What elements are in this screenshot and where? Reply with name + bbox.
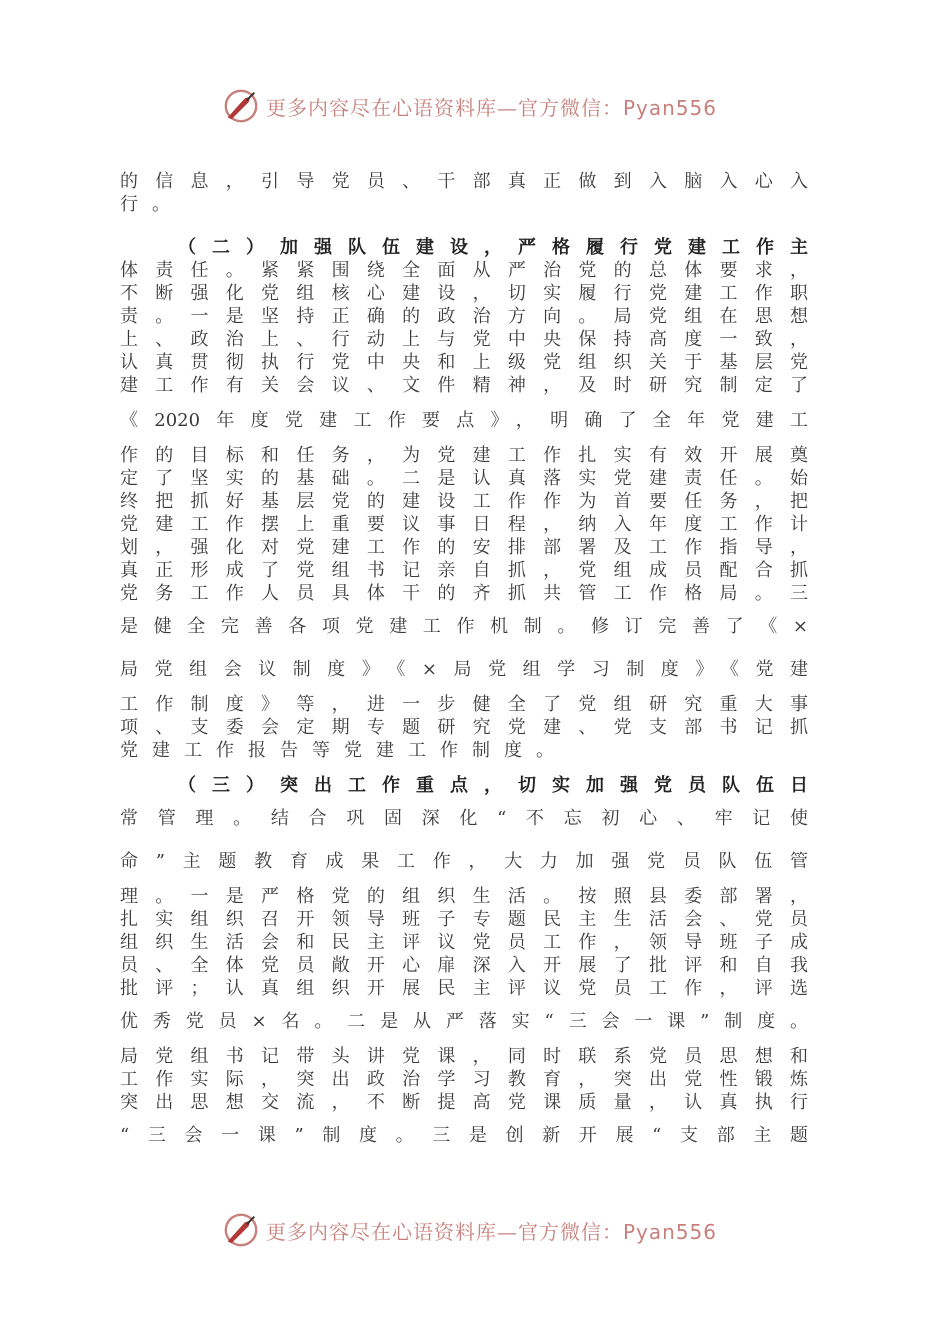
text-line: 批评；认真组织开展民主评议党员工作，评选 (120, 978, 808, 999)
text-line: 常管理。结合巩固深化“不忘初心、牢记使 (120, 808, 808, 829)
text-line: 局党组会议制度》《×局党组学习制度》《党建 (120, 659, 808, 680)
footer-banner (222, 1210, 742, 1250)
section-heading: （三）突出工作重点，切实加强党员队伍日 (178, 775, 808, 796)
text-line: 命”主题教育成果工作，大力加强党员队伍管 (120, 851, 808, 872)
text-line: 突出思想交流，不断提高党课质量，认真执行 (120, 1092, 808, 1113)
text-line: 党建工作摆上重要议事日程，纳入年度工作计 (120, 514, 808, 535)
text-line: 真正形成了党组书记亲自抓，党组成员配合抓 (120, 560, 808, 581)
text-line: 终把抓好基层党的建设工作作为首要任务，把 (120, 491, 808, 512)
text-line: 《2020年度党建工作要点》，明确了全年党建工 (120, 410, 808, 431)
text-line: 定了坚实的基础。二是认真落实党建责任。始 (120, 468, 808, 489)
banner-text: 更多内容尽在心语资料库—官方微信：Pyan556 (266, 95, 718, 120)
text-line: 员、全体党员敞开心扉深入开展了批评和自我 (120, 955, 808, 976)
header-banner (222, 86, 742, 126)
text-line: 责。一是坚持正确的政治方向。局党组在思想 (120, 306, 808, 327)
text-line: 项、支委会定期专题研究党建、党支部书记抓 (120, 717, 808, 738)
text-line: 划，强化对党建工作的安排部署及工作指导， (120, 537, 808, 558)
wechat-id: Pyan556 (623, 1219, 718, 1244)
text-line: 工作制度》等，进一步健全了党组研究重大事 (120, 694, 808, 715)
text-line: 局党组书记带头讲党课，同时联系党员思想和 (120, 1046, 808, 1067)
text-line: 体责任。紧紧围绕全面从严治党的总体要求， (120, 260, 808, 281)
text-line: 优秀党员×名。二是从严落实“三会一课”制度。 (120, 1011, 808, 1032)
pen-nib-logo-icon (222, 87, 260, 125)
pen-nib-logo-icon (222, 1211, 260, 1249)
text-line: 的信息，引导党员、干部真正做到入脑入心入 (120, 171, 808, 192)
text-line: 行。 (120, 194, 184, 215)
text-line: 是健全完善各项党建工作机制。修订完善了《× (120, 616, 808, 637)
document-body (120, 170, 808, 1147)
text-line: 作的目标和任务，为党建工作扎实有效开展奠 (120, 445, 808, 466)
text-line: 工作实际，突出政治学习教育，突出党性锻炼 (120, 1069, 808, 1090)
text-line: 不断强化党组核心建设，切实履行党建工作职 (120, 283, 808, 304)
text-line: 建工作有关会议、文件精神，及时研究制定了 (120, 375, 808, 396)
text-line: 扎实组织召开领导班子专题民主生活会、党员 (120, 909, 808, 930)
text-line: 党务工作人员具体干的齐抓共管工作格局。三 (120, 583, 808, 604)
text-line: 上、政治上、行动上与党中央保持高度一致， (120, 329, 808, 350)
text-line: 党建工作报告等党建工作制度。 (120, 740, 568, 761)
banner-text: 更多内容尽在心语资料库—官方微信：Pyan556 (266, 1219, 718, 1244)
text-line: 组织生活会和民主评议党员工作，领导班子成 (120, 932, 808, 953)
section-heading: （二）加强队伍建设，严格履行党建工作主 (178, 237, 808, 258)
text-line: 理。一是严格党的组织生活。按照县委部署， (120, 886, 808, 907)
text-line: “三会一课”制度。三是创新开展“支部主题 (120, 1125, 808, 1146)
wechat-id: Pyan556 (623, 95, 718, 120)
text-line: 认真贯彻执行党中央和上级党组织关于基层党 (120, 352, 808, 373)
